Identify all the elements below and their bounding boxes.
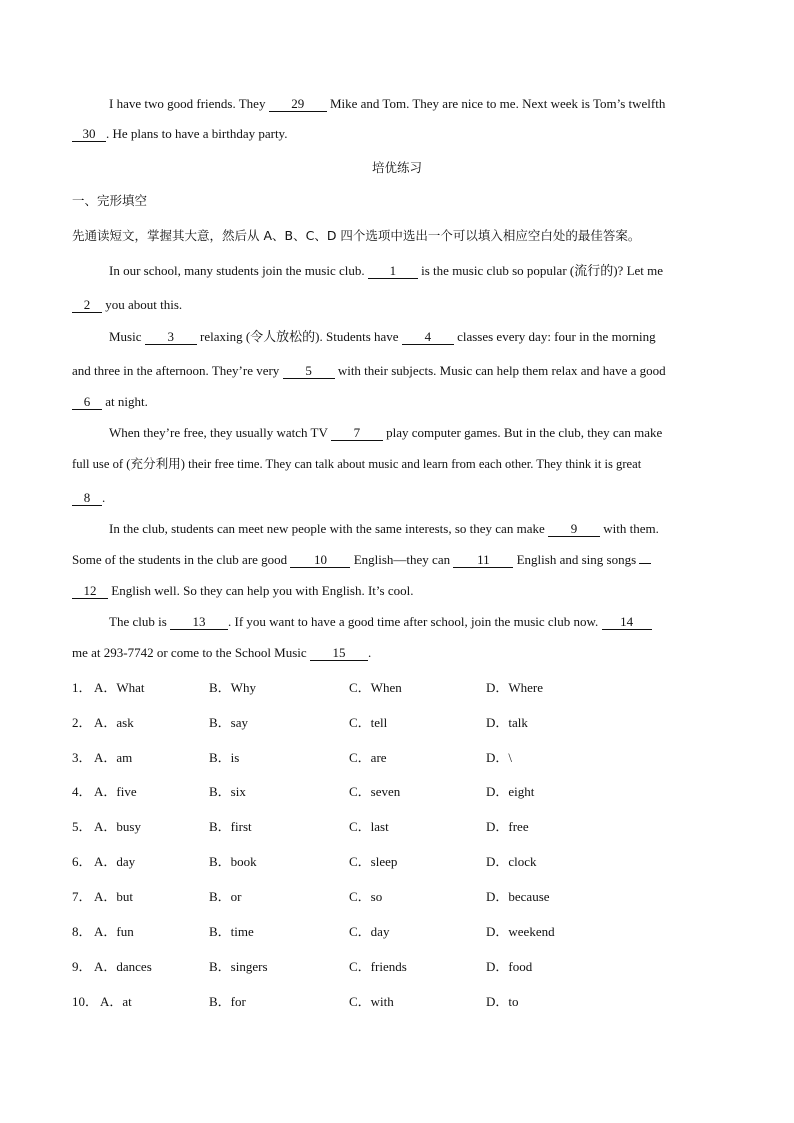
blank-8: 8 [72,491,102,506]
option-c[interactable]: C．day [349,924,390,939]
option-a[interactable]: A．ask [94,715,134,730]
option-row [72,712,732,730]
option-row [72,781,732,799]
option-a[interactable]: A．but [94,889,134,904]
option-b[interactable]: B．is [209,750,240,765]
option-b[interactable]: B．or [209,889,242,904]
question-number[interactable]: 8． [72,924,92,939]
instruction-text: 先通读短文，掌握其大意，然后从 A、B、C、D 四个选项中选出一个可以填入相应空白处的最佳答案。 [72,228,641,243]
paragraph-line [109,614,652,630]
option-row [72,816,732,834]
paragraph-line [72,297,182,313]
paragraph-line [72,456,641,472]
paragraph-line [109,329,656,345]
blank-14: 14 [602,615,652,630]
option-b[interactable]: B．for [209,994,246,1009]
text: When they’re free, they usually watch TV [109,425,328,440]
paragraph-line [109,425,662,441]
text: In the club, students can meet new people with the same interests, so they can make [109,521,545,536]
text: and three in the afternoon. They’re very [72,363,280,378]
option-b[interactable]: B．Why [209,680,256,695]
paragraph-line [72,126,287,142]
option-row [72,886,732,904]
paragraph-line [72,645,371,661]
blank-9: 9 [548,522,600,537]
paragraph-line [72,363,666,379]
question-number[interactable]: 7． [72,889,92,904]
option-b[interactable]: B．book [209,854,257,869]
paragraph-line [72,490,105,506]
option-b[interactable]: B．first [209,819,252,834]
option-c[interactable]: C．seven [349,784,401,799]
blank-13: 13 [170,615,228,630]
paragraph-line [72,552,651,568]
question-number[interactable]: 1． [72,680,92,695]
option-row [72,921,732,939]
text: . He plans to have a birthday party. [106,126,288,141]
option-a[interactable]: A．am [94,750,133,765]
option-c[interactable]: C．so [349,889,383,904]
option-d[interactable]: D．eight [486,784,535,799]
question-number[interactable]: 6． [72,854,92,869]
blank-5: 5 [283,364,335,379]
option-row [72,747,732,765]
option-d[interactable]: D．weekend [486,924,555,939]
text: is the music club so popular (流行的)? Let me [421,263,664,278]
question-number[interactable]: 2． [72,715,92,730]
text: full use of (充分利用) their free time. They can talk about music and learn from each other. They think it is great [72,457,642,471]
text: English well. So they can help you with English. It’s cool. [111,583,414,598]
text: The club is [109,614,167,629]
text: me at 293-7742 or come to the School Music [72,645,307,660]
option-d[interactable]: D．talk [486,715,528,730]
paragraph-line [72,394,148,410]
option-a[interactable]: A．busy [94,819,141,834]
paragraph-line [109,96,665,112]
blank-4: 4 [402,330,454,345]
question-number[interactable]: 9． [72,959,92,974]
paragraph-line [72,583,413,599]
question-number[interactable]: 5． [72,819,92,834]
option-d[interactable]: D．\ [486,750,513,765]
option-a[interactable]: A．dances [94,959,152,974]
text: with their subjects. Music can help them relax and have a good [337,363,666,378]
option-a[interactable]: A．five [94,784,137,799]
option-b[interactable]: B．singers [209,959,268,974]
option-a[interactable]: A．at [100,994,132,1009]
text: classes every day: four in the morning [457,329,656,344]
option-row [72,956,732,974]
option-b[interactable]: B．six [209,784,246,799]
blank-29: 29 [269,97,327,112]
option-c[interactable]: C．sleep [349,854,398,869]
option-a[interactable]: A．day [94,854,136,869]
blank-3: 3 [145,330,197,345]
blank-2: 2 [72,298,102,313]
question-number[interactable]: 10． [72,994,99,1009]
question-number[interactable]: 4． [72,784,92,799]
option-row [72,677,732,695]
text: . If you want to have a good time after school, join the music club now. [228,614,599,629]
blank-12: 12 [72,584,108,599]
text: relaxing (令人放松的). Students have [200,329,399,344]
paragraph-line [109,263,663,279]
section-title: 培优练习 [371,160,422,175]
text: . [367,645,372,660]
option-b[interactable]: B．time [209,924,254,939]
blank-30: 30 [72,127,106,142]
paragraph-line [109,521,659,537]
option-c[interactable]: C．friends [349,959,407,974]
blank-12-start [639,563,651,564]
text: at night. [105,394,148,409]
option-d[interactable]: D．because [486,889,550,904]
question-number[interactable]: 3． [72,750,92,765]
option-row [72,851,732,869]
section-heading: 一、完形填空 [72,193,148,208]
option-a[interactable]: A．What [94,680,145,695]
option-d[interactable]: D．free [486,819,529,834]
text: . [102,490,106,505]
option-d[interactable]: D．Where [486,680,544,695]
text: Some of the students in the club are good [72,552,288,567]
option-d[interactable]: D．to [486,994,519,1009]
text: Mike and Tom. They are nice to me. Next week is Tom’s twelfth [329,96,666,111]
text: with them. [603,521,659,536]
option-row [72,991,732,1009]
text: Music [109,329,142,344]
option-c[interactable]: C．last [349,819,389,834]
option-c[interactable]: C．with [349,994,394,1009]
option-c[interactable]: C．When [349,680,402,695]
text: I have two good friends. They [109,96,266,111]
option-d[interactable]: D．food [486,959,533,974]
blank-15: 15 [310,646,368,661]
text: play computer games. But in the club, they can make [386,425,663,440]
blank-11: 11 [453,553,513,568]
text: English and sing songs [516,552,637,567]
blank-6: 6 [72,395,102,410]
text: In our school, many students join the music club. [109,263,365,278]
blank-1: 1 [368,264,418,279]
option-d[interactable]: D．clock [486,854,537,869]
text: you about this. [105,297,183,312]
blank-7: 7 [331,426,383,441]
option-b[interactable]: B．say [209,715,249,730]
option-c[interactable]: C．tell [349,715,388,730]
text: English—they can [353,552,451,567]
option-c[interactable]: C．are [349,750,387,765]
option-a[interactable]: A．fun [94,924,134,939]
blank-10: 10 [290,553,350,568]
